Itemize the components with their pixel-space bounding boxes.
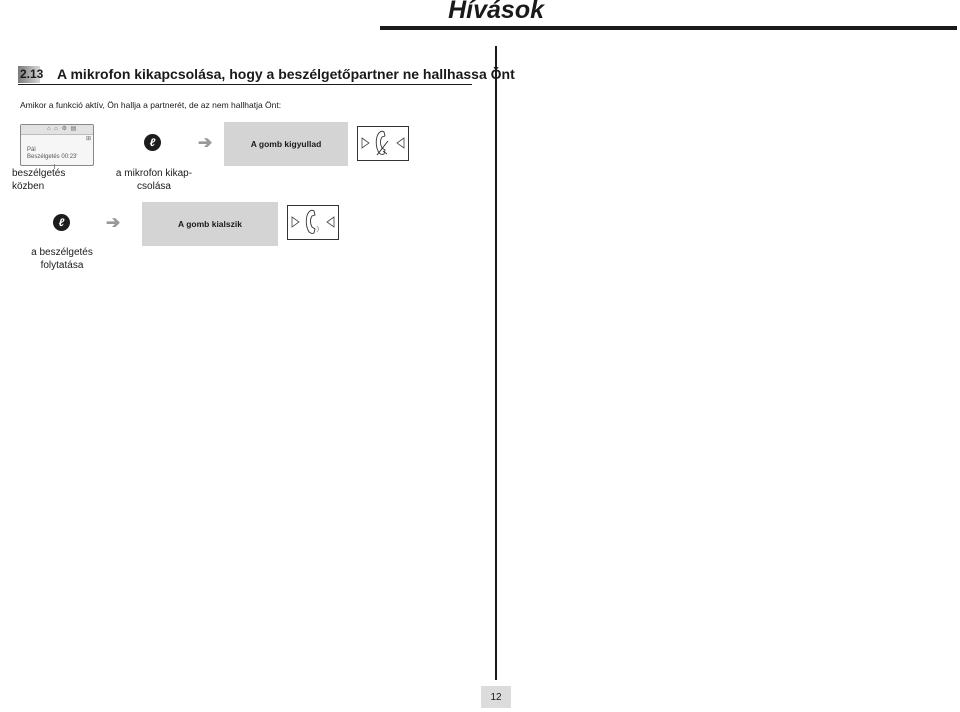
screen-caption bbox=[12, 167, 76, 193]
resume-caption-line2: folytatása bbox=[40, 260, 84, 271]
arrow-right-icon: ➔ bbox=[198, 133, 213, 152]
section-number: 2.13 bbox=[20, 67, 44, 81]
page-number: 12 bbox=[481, 686, 511, 708]
resume-caption-line1: a beszélgetés bbox=[31, 247, 93, 258]
mute-key-caption bbox=[106, 167, 202, 193]
phone-screen bbox=[20, 124, 94, 166]
intro-text: Amikor a funkció aktív, Ön hallja a partnerét, de az nem hallhatja Önt: bbox=[20, 100, 282, 110]
handset-muted-box bbox=[357, 126, 409, 161]
screen-caption-line2: közben bbox=[12, 181, 45, 192]
key-lights-note: A gomb kigyullad bbox=[224, 122, 348, 166]
mute-key-caption-line1: a mikrofon kikap- bbox=[115, 168, 193, 179]
handset-muted-icon bbox=[358, 127, 408, 160]
resume-caption bbox=[18, 246, 106, 272]
section-rule bbox=[18, 84, 472, 85]
header-rule bbox=[380, 26, 957, 30]
screen-status-icons: ⌂ ⌂ ⚙ ▤ bbox=[47, 126, 78, 132]
mute-key-caption-line2: csolása bbox=[137, 181, 171, 192]
column-divider bbox=[495, 46, 497, 680]
screen-corner-icon: ⊞ bbox=[85, 136, 91, 142]
handset-unmuted-box bbox=[287, 205, 339, 240]
microphone-mute-key-icon: ℓ bbox=[144, 134, 161, 151]
section-title: A mikrofon kikapcsolása, hogy a beszélgetőpartner ne hallhassa Önt bbox=[57, 66, 515, 82]
call-status: Beszélgetés 00:23' bbox=[27, 154, 78, 160]
chapter-title: Hívások bbox=[448, 0, 544, 24]
microphone-mute-key-icon: ℓ bbox=[53, 214, 70, 231]
handset-unmuted-icon bbox=[288, 206, 338, 239]
key-off-note: A gomb kialszik bbox=[142, 202, 278, 246]
arrow-right-icon: ➔ bbox=[106, 213, 121, 232]
screen-status-bar bbox=[21, 125, 93, 135]
caller-name: Pál bbox=[27, 147, 36, 153]
screen-caption-line1: beszélgetés bbox=[12, 168, 66, 179]
